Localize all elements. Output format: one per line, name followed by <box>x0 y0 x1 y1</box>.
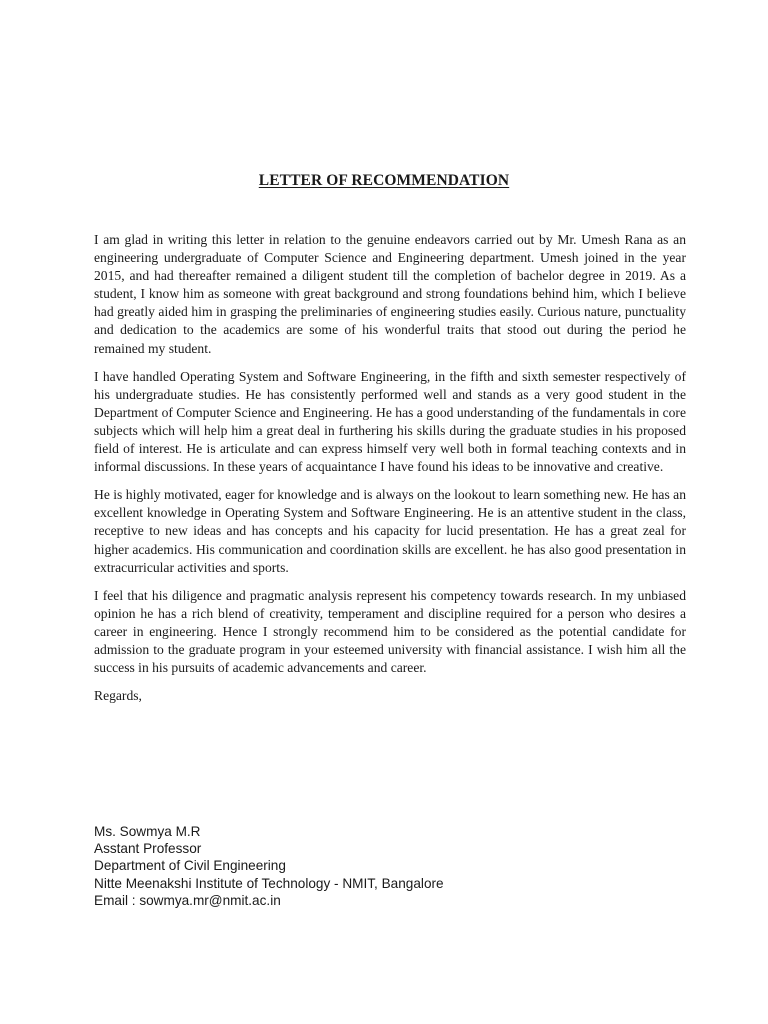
signatory-department: Department of Civil Engineering <box>94 858 286 874</box>
letter-title-text: LETTER OF RECOMMENDATION <box>258 172 510 189</box>
paragraph-courses: I have handled Operating System and Software Engineering, in the fifth and sixth semester respectively of his undergraduate studies. He has consistently performed well and stands as a very good student in the Department of Computer Science and Engineering. He has a good understanding of the fundamentals in core subjects which will help him a great deal in furthering his skills during the graduate studies in his proposed field of interest. He is articulate and can express himself very well both in formal teaching contexts and in informal discussions. In these years of acquaintance I have found his ideas to be innovative and creative. <box>94 368 686 475</box>
signatory-institution: Nitte Meenakshi Institute of Technology - NMIT, Bangalore <box>94 875 444 891</box>
paragraph-qualities: He is highly motivated, eager for knowledge and is always on the lookout to learn something new. He has an excellent knowledge in Operating System and Software Engineering. He is an attentive student in the class, receptive to new ideas and has concepts and his capacity for lucid presentation. He has a great zeal for higher academics. His communication and coordination skills are excellent. he has also good presentation in extracurricular activities and sports. <box>94 487 686 575</box>
letter-title <box>0 172 768 190</box>
paragraph-introduction: I am glad in writing this letter in relation to the genuine endeavors carried out by Mr. Umesh Rana as an engineering undergraduate of Computer Science and Engineering department. Umesh joined in the year 2015, and had thereafter remained a diligent student till the completion of bachelor degree in 2019. As a student, I know him as someone with great background and strong foundations behind him, which I believe had greatly aided him in grasping the preliminaries of engineering studies easily. Curious nature, punctuality and dedication to the academics are some of his wonderful traits that stood out during the period he remained my student. <box>94 232 686 356</box>
signatory-designation: Asstant Professor <box>94 841 202 857</box>
signatory-email: Email : sowmya.mr@nmit.ac.in <box>94 892 281 908</box>
signature-block <box>94 823 444 909</box>
paragraph-recommendation: I feel that his diligence and pragmatic analysis represent his competency towards research. In my unbiased opinion he has a rich blend of creativity, temperament and discipline required for a person who desires a career in engineering. Hence I strongly recommend him to be considered as the potential candidate for admission to the graduate program in your esteemed university with financial assistance. I wish him all the success in his pursuits of academic advancements and career. <box>94 587 686 676</box>
closing-regards: Regards, <box>94 688 142 704</box>
letter-body <box>94 231 686 705</box>
signatory-name: Ms. Sowmya M.R <box>94 824 201 839</box>
